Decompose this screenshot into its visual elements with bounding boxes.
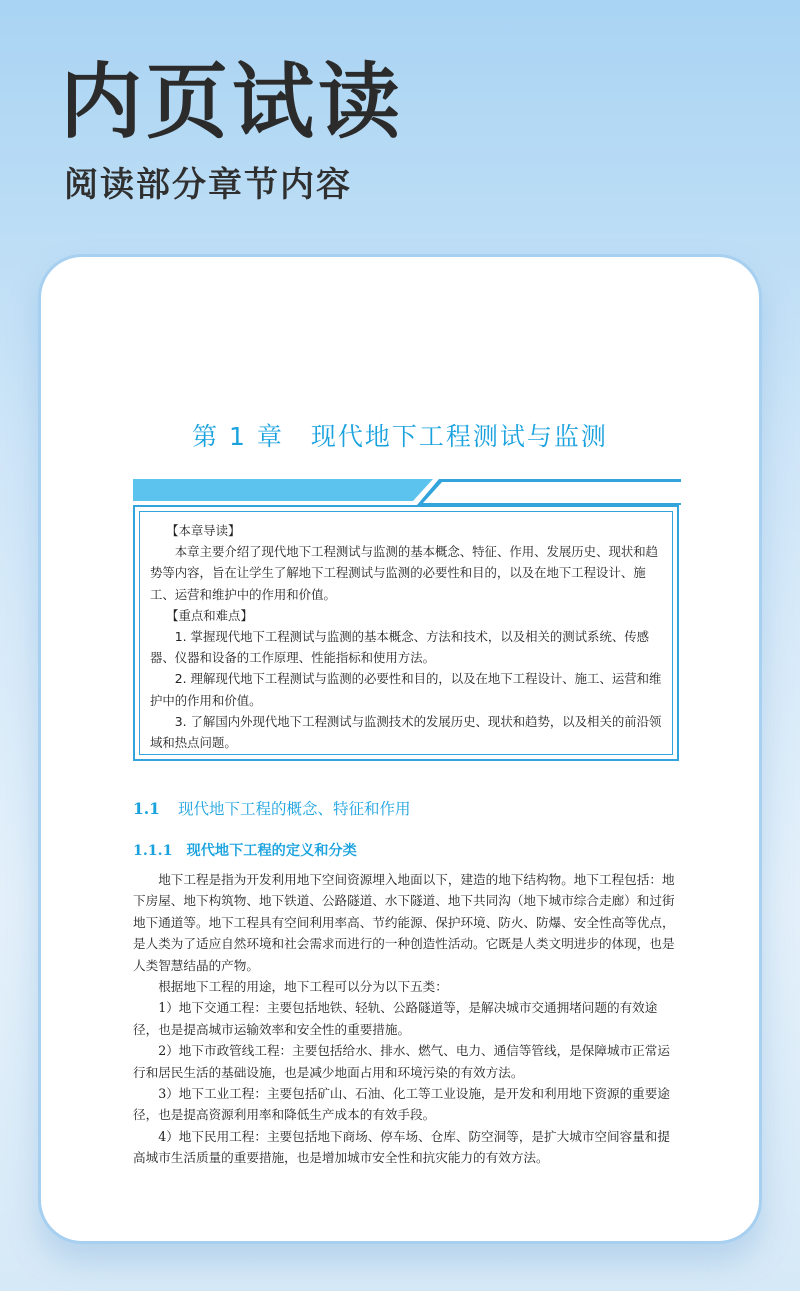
hero-subtitle: 阅读部分章节内容 xyxy=(64,165,352,205)
section-heading xyxy=(133,797,410,819)
guide-point: 2. 理解现代地下工程测试与监测的必要性和目的，以及在地下工程设计、施工、运营和维护中的作用和价值。 xyxy=(150,671,662,708)
chapter-banner xyxy=(133,479,681,505)
section-number: 1.1 xyxy=(133,799,160,818)
hero-title: 内页试读 xyxy=(60,55,405,150)
guide-intro-label: 【本章导读】 xyxy=(166,523,241,538)
body-paragraph: 1）地下交通工程：主要包括地铁、轻轨、公路隧道等，是解决城市交通拥堵问题的有效途径，也是提高城市运输效率和安全性的重要措施。 xyxy=(133,1000,658,1037)
body-paragraph: 4）地下民用工程：主要包括地下商场、停车场、仓库、防空洞等，是扩大城市空间容量和提高城市生活质量的重要措施，也是增加城市安全性和抗灾能力的有效方法。 xyxy=(133,1128,670,1166)
banner-stripe-right xyxy=(417,479,681,505)
section-title: 现代地下工程的概念、特征和作用 xyxy=(177,800,411,818)
body-paragraph: 根据地下工程的用途，地下工程可以分为以下五类： xyxy=(158,979,448,995)
subsection-heading xyxy=(133,840,357,860)
body-paragraph: 3）地下工业工程：主要包括矿山、石油、化工等工业设施，是开发和利用地下资源的重要途径，也是提高资源利用率和降低生产成本的有效手段。 xyxy=(133,1086,670,1123)
subsection-title: 现代地下工程的定义和分类 xyxy=(186,843,357,859)
subsection-number: 1.1.1 xyxy=(133,843,173,859)
body-paragraph: 2）地下市政管线工程：主要包括给水、排水、燃气、电力、通信等管线，是保障城市正常运行和居民生活的基础设施，也是减少地面占用和环境污染的有效方法。 xyxy=(133,1043,670,1080)
banner-fill-left xyxy=(133,479,433,501)
guide-point: 3. 了解国内外现代地下工程测试与监测技术的发展历史、现状和趋势，以及相关的前沿领域和热点问题。 xyxy=(150,713,662,751)
guide-key-label: 【重点和难点】 xyxy=(166,607,253,623)
body-paragraph: 地下工程是指为开发利用地下空间资源埋入地面以下，建造的地下结构物。地下工程包括：地下房屋、地下构筑物、地下铁道、公路隧道、水下隧道、地下共同沟（地下城市综合走廊）和过街地下通道等。地下工程具有空间利用率高、节约能源、保护环境、防火、防爆、安全性高等优点，是人类为了适应自然环境和社会需求而进行的一种创造性活动。它既是人类文明进步的体现，也是人类智慧结晶的产物。 xyxy=(133,872,675,973)
body-text xyxy=(133,869,679,1169)
guide-intro-text: 本章主要介绍了现代地下工程测试与监测的基本概念、特征、作用、发展历史、现状和趋势等内容，旨在让学生了解地下工程测试与监测的必要性和目的，以及在地下工程设计、施工、运营和维护中的作用和价值。 xyxy=(150,544,659,602)
chapter-guide-box xyxy=(133,505,679,761)
chapter-guide-content xyxy=(139,511,673,755)
chapter-title: 第 1 章 现代地下工程测试与监测 xyxy=(192,422,608,451)
page-preview-card xyxy=(38,254,762,1244)
guide-point: 1. 掌握现代地下工程测试与监测的基本概念、方法和技术，以及相关的测试系统、传感器、仪器和设备的工作原理、性能指标和使用方法。 xyxy=(150,629,650,666)
